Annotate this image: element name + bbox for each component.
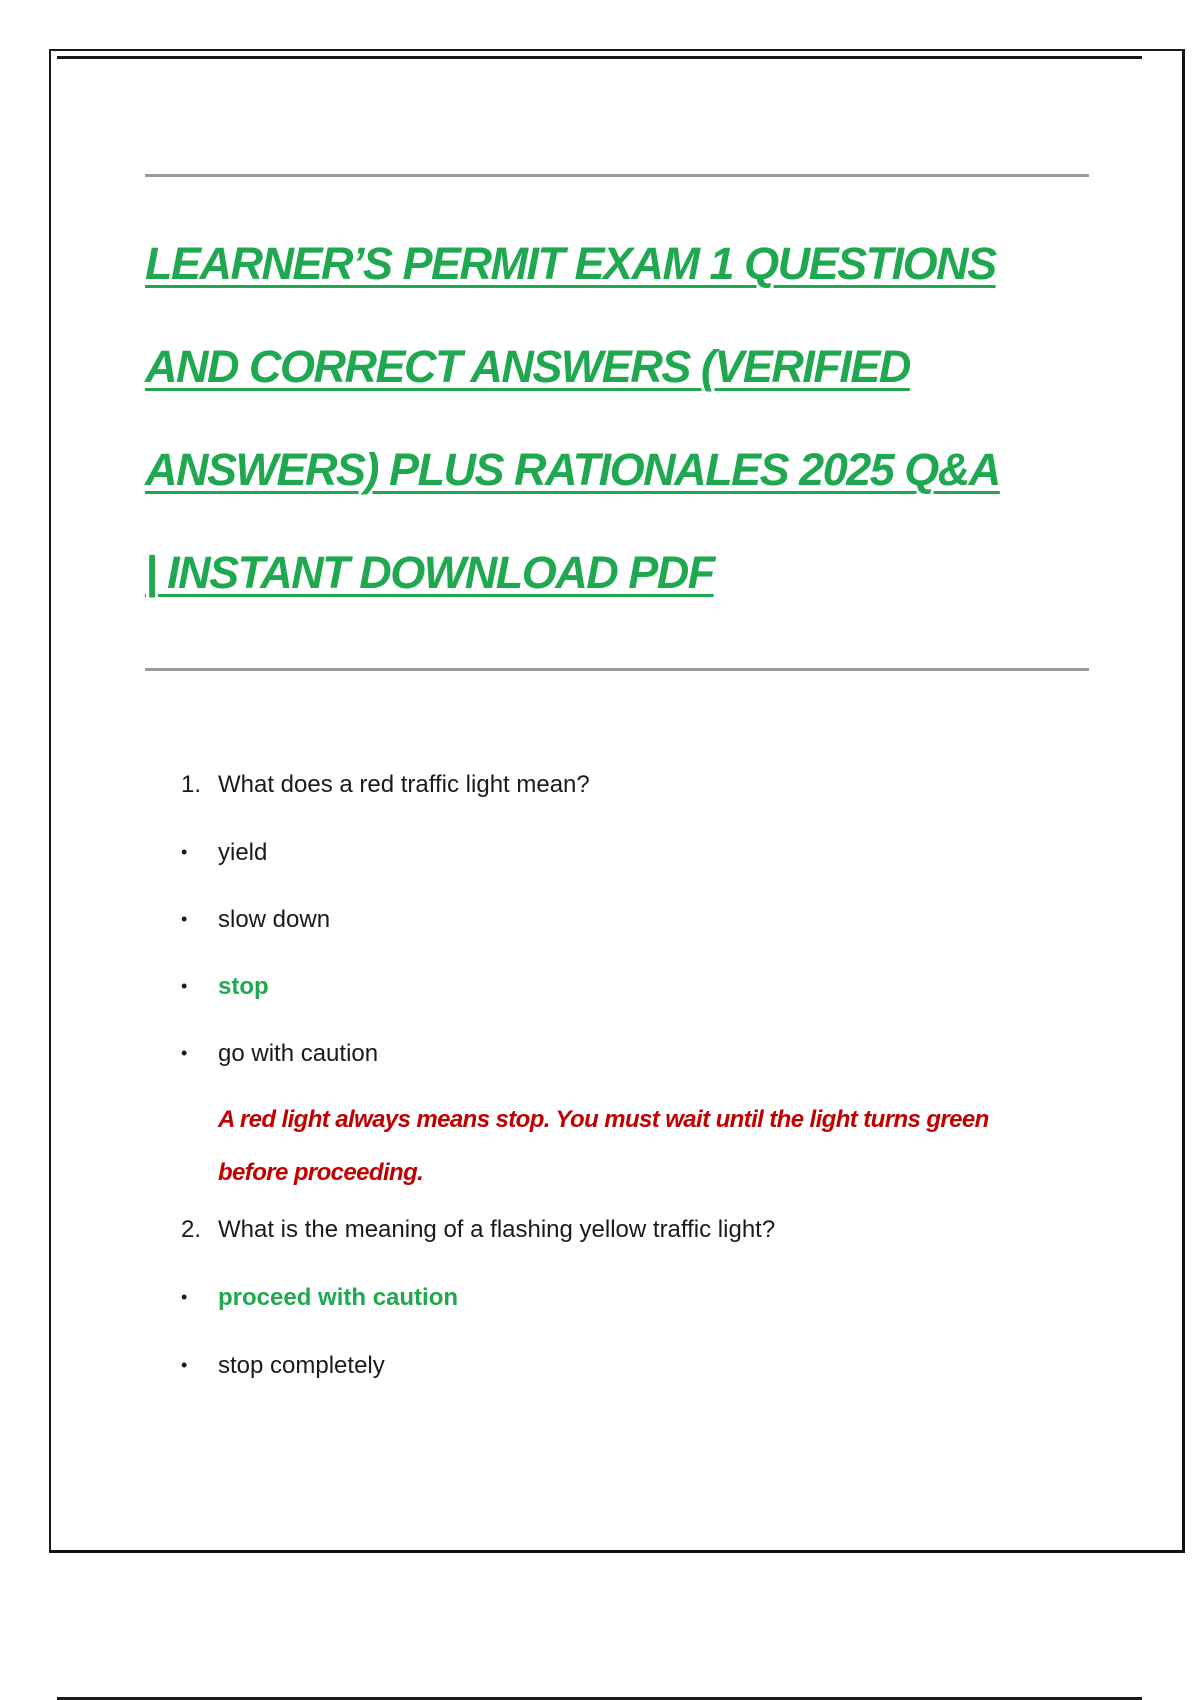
option-text: go with caution xyxy=(218,1040,379,1067)
document-title xyxy=(145,212,1105,624)
bullet-icon: • xyxy=(181,1043,188,1063)
correct-answer-text: stop xyxy=(218,973,269,1000)
correct-answer-text: proceed with caution xyxy=(218,1284,459,1311)
title-top-rule xyxy=(145,174,1089,177)
question-1-option-1 xyxy=(181,837,267,868)
option-text: stop completely xyxy=(218,1352,385,1379)
title-line-1: LEARNER’S PERMIT EXAM 1 QUESTIONS xyxy=(145,238,996,289)
title-bottom-rule xyxy=(145,668,1089,671)
question-number: 2. xyxy=(181,1216,202,1243)
bullet-icon: • xyxy=(181,1287,188,1307)
question-1-option-2 xyxy=(181,904,330,935)
question-text: What is the meaning of a flashing yellow traffic light? xyxy=(218,1216,776,1243)
question-text: What does a red traffic light mean? xyxy=(218,771,590,798)
bullet-icon: • xyxy=(181,842,188,862)
option-text: slow down xyxy=(218,906,331,933)
title-line-2: AND CORRECT ANSWERS (VERIFIED xyxy=(145,341,910,392)
title-line-3: ANSWERS) PLUS RATIONALES 2025 Q&A xyxy=(145,444,1000,495)
question-1 xyxy=(181,770,590,800)
option-text: yield xyxy=(218,839,268,866)
question-1-rationale: A red light always means stop. You must wait until the light turns green before proceeding. xyxy=(218,1106,989,1186)
bullet-icon: • xyxy=(181,976,188,996)
question-number: 1. xyxy=(181,771,202,798)
bullet-icon: • xyxy=(181,1355,188,1375)
question-2-option-2 xyxy=(181,1350,385,1381)
bullet-icon: • xyxy=(181,909,188,929)
title-line-4: | INSTANT DOWNLOAD PDF xyxy=(145,547,714,598)
question-2 xyxy=(181,1215,775,1245)
question-1-option-3-correct xyxy=(181,971,269,1002)
header-divider xyxy=(57,56,1142,59)
question-2-option-1-correct xyxy=(181,1282,458,1313)
question-1-option-4 xyxy=(181,1038,378,1069)
